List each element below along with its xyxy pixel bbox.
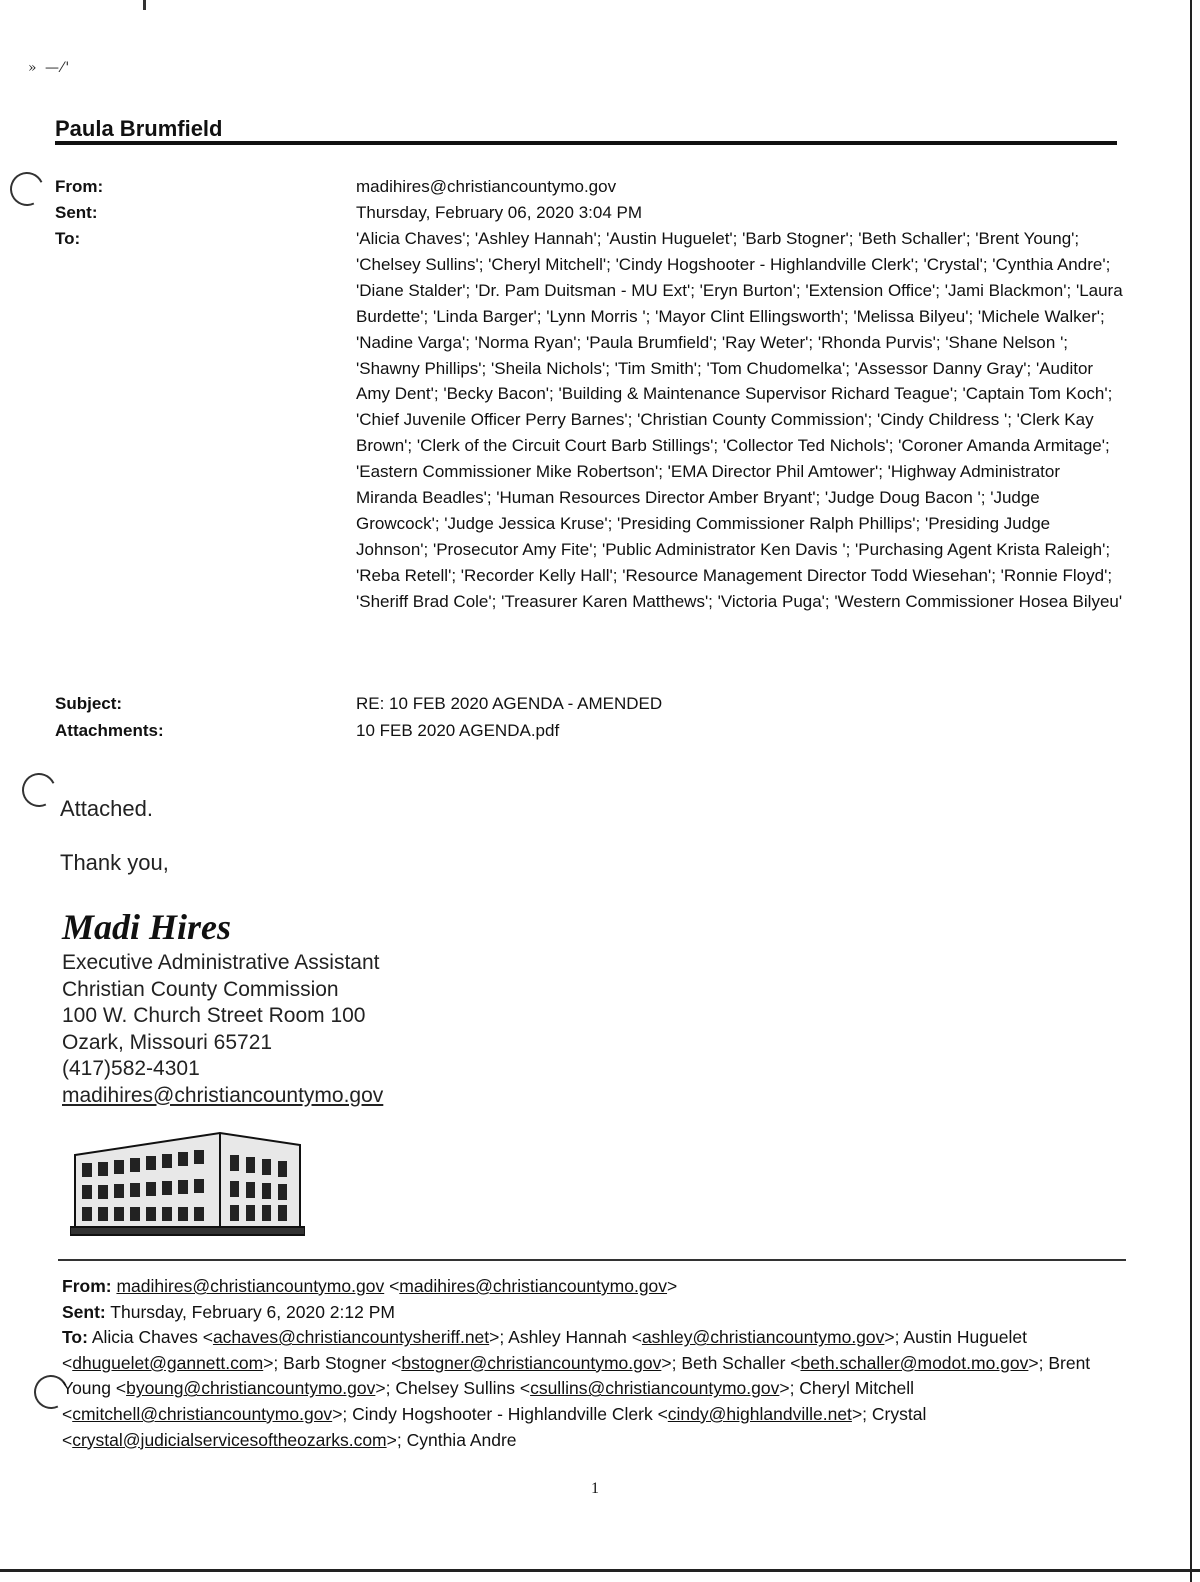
recipient-name: Beth Schaller bbox=[681, 1352, 791, 1373]
recipient-entry: Barb Stogner <bstogner@christiancountymo.gov>; bbox=[283, 1352, 682, 1373]
body-line-attached: Attached. bbox=[60, 796, 153, 821]
recipient-email-link[interactable]: crystal@judicialservicesoftheozarks.com bbox=[72, 1429, 387, 1450]
attachments-label: Attachments: bbox=[55, 721, 164, 740]
orig-sent-value: Thursday, February 6, 2020 2:12 PM bbox=[110, 1301, 395, 1322]
recipient-name: Austin Huguelet bbox=[903, 1327, 1027, 1348]
orig-from-label: From: bbox=[62, 1276, 112, 1296]
reply-separator bbox=[58, 1259, 1126, 1261]
recipient-email-link[interactable]: ashley@christiancountymo.gov bbox=[641, 1327, 885, 1348]
signature-address-line2: Ozark, Missouri 65721 bbox=[62, 1030, 273, 1054]
recipient-entry: Austin Huguelet <dhuguelet@gannett.com>; bbox=[62, 1327, 1027, 1373]
punch-hole-icon bbox=[17, 768, 61, 812]
signature-org: Christian County Commission bbox=[62, 977, 339, 1001]
orig-sent-label: Sent: bbox=[62, 1301, 106, 1322]
recipient-email-link[interactable]: csullins@christiancountymo.gov bbox=[530, 1378, 780, 1399]
courthouse-logo bbox=[70, 1115, 305, 1237]
recipient-name: Brent Young bbox=[62, 1352, 1091, 1399]
subject-value: RE: 10 FEB 2020 AGENDA - AMENDED bbox=[356, 694, 663, 713]
recipient-entry: Crystal <crystal@judicialservicesoftheozarks.com>; bbox=[62, 1403, 927, 1450]
from-value: madihires@christiancountymo.gov bbox=[356, 177, 617, 196]
mailbox-owner-name: Paula Brumfield bbox=[55, 116, 223, 141]
signature-phone: (417)582-4301 bbox=[62, 1057, 200, 1080]
signature-email-link[interactable]: madihires@christiancountymo.gov bbox=[62, 1083, 384, 1107]
orig-recipients bbox=[62, 1327, 1090, 1449]
recipient-name: Ashley Hannah bbox=[508, 1327, 632, 1348]
recipient-name: Barb Stogner bbox=[283, 1352, 392, 1373]
recipient-entry: Cheryl Mitchell <cmitchell@christiancountymo.gov>; bbox=[62, 1378, 915, 1424]
punch-hole-icon bbox=[5, 167, 49, 211]
body-line-thanks: Thank you, bbox=[60, 850, 169, 875]
recipient-entry: Ashley Hannah <ashley@christiancountymo.gov>; bbox=[508, 1327, 904, 1348]
signature-address-line1: 100 W. Church Street Room 100 bbox=[62, 1004, 366, 1027]
signature-name: Madi Hires bbox=[62, 907, 232, 947]
recipient-email-link[interactable]: dhuguelet@gannett.com bbox=[72, 1352, 264, 1373]
recipient-email-link[interactable]: beth.schaller@modot.mo.gov bbox=[800, 1352, 1029, 1373]
recipient-email-link[interactable]: bstogner@christiancountymo.gov bbox=[401, 1352, 662, 1373]
recipient-email-link[interactable]: achaves@christiancountysheriff.net bbox=[212, 1327, 490, 1348]
to-value: 'Alicia Chaves'; 'Ashley Hannah'; 'Austin Huguelet'; 'Barb Stogner'; 'Beth Schaller'; 'Brent Young'; 'Chelsey Sullins'; 'Cheryl Mitchell'; 'Cindy Hogshooter - Highlandville Clerk'; 'Crystal'; 'Cynthia Andre'; 'Diane Stalder'; 'Dr. Pam Duitsman - MU Ext'; 'Eryn Burton'; 'Extension Office'; 'Jami Blackmon'; 'Laura Burdette'; 'Linda Barger'; 'Lynn Morris '; 'Mayor Clint Ellingsworth'; 'Melissa Bilyeu'; 'Michele Walker'; 'Nadine Varga'; 'Norma Ryan'; 'Paula Brumfield'; 'Ray Weter'; 'Rhonda Purvis'; 'Shane Nelson '; 'Shawny Phillips'; 'Sheila Nichols'; 'Tim Smith'; 'Tom Chudomelka'; 'Assessor Danny Gray'; 'Auditor Amy Dent'; 'Becky Bacon'; 'Building & Maintenance Supervisor Richard Teague'; 'Captain Tom Koch'; 'Chief Juvenile Officer Perry Barnes'; 'Christian County Commission'; 'Cindy Childress '; 'Clerk Kay Brown'; 'Clerk of the Circuit Court Barb Stillings'; 'Collector Ted Nichols'; 'Coroner Amanda Armitage'; 'Eastern Commissioner Mike Robertson'; 'EMA Director Phil Amtower'; 'Highway Administrator Miranda Beadles'; 'Human Resources Director Amber Bryant'; 'Judge Doug Bacon '; 'Judge Growcock'; 'Judge Jessica Kruse'; 'Presiding Commissioner Ralph Phillips'; 'Presiding Judge Johnson'; 'Prosecutor Amy Fite'; 'Public Administrator Ken Davis '; 'Purchasing Agent Krista Raleigh'; 'Reba Retell'; 'Recorder Kelly Hall'; 'Resource Management Director Todd Wiesehan'; 'Ronnie Floyd'; 'Sheriff Brad Cole'; 'Treasurer Karen Matthews'; 'Victoria Puga'; 'Western Commissioner Hosea Bilyeu' bbox=[356, 229, 1123, 611]
handwritten-mark: » —⁄' bbox=[28, 60, 72, 76]
sent-value: Thursday, February 06, 2020 3:04 PM bbox=[356, 203, 643, 222]
owner-divider bbox=[55, 141, 1117, 145]
recipient-entry: Cindy Hogshooter - Highlandville Clerk <cindy@highlandville.net>; bbox=[352, 1403, 872, 1424]
sent-label: Sent: bbox=[55, 203, 98, 222]
subject-label: Subject: bbox=[55, 694, 123, 713]
orig-recipients-trailing: Cynthia Andre bbox=[406, 1429, 517, 1450]
attachment-file[interactable]: 10 FEB 2020 AGENDA.pdf bbox=[356, 721, 560, 740]
original-message-header: From: madihires@christiancountymo.gov <madihires@christiancountymo.gov> Sent: Thursday, February 6, 2020 2:12 PM To: Alicia Chaves <achaves@christiancountysheriff.net>; Ashley Hannah <ashley@christiancountymo.gov>; Austin Huguelet <dhuguelet@gannett.com>; Barb Stogner <bstogner@christiancountymo.gov>; Beth Schaller <beth.schaller@modot.mo.gov>; Brent Young <byoung@christiancountymo.gov>; Chelsey Sullins <csullins@christiancountymo.gov>; Cheryl Mitchell <cmitchell@christiancountymo.gov>; Cindy Hogshooter - Highlandville Clerk <cindy@highlandville.net>; Crystal <crystal@judicialservicesoftheozarks.com>; Cynthia Andre bbox=[62, 1276, 1091, 1450]
page-edge-bottom bbox=[0, 1569, 1200, 1572]
page-edge-right bbox=[1190, 0, 1192, 1582]
recipient-email-link[interactable]: cindy@highlandville.net bbox=[667, 1403, 852, 1424]
scan-mark bbox=[143, 0, 146, 10]
recipient-email-link[interactable]: cmitchell@christiancountymo.gov bbox=[72, 1403, 333, 1424]
signature-block bbox=[62, 950, 383, 1109]
orig-from-email-link[interactable]: madihires@christiancountymo.gov bbox=[116, 1276, 385, 1296]
recipient-entry: Beth Schaller <beth.schaller@modot.mo.gov>; bbox=[681, 1352, 1049, 1373]
page-number: 1 bbox=[591, 1480, 599, 1497]
orig-to-label: To: bbox=[62, 1327, 88, 1348]
orig-from-email-bracket-link[interactable]: madihires@christiancountymo.gov bbox=[399, 1276, 668, 1296]
signature-title: Executive Administrative Assistant bbox=[62, 951, 380, 974]
recipient-name: Cheryl Mitchell bbox=[799, 1378, 915, 1399]
recipient-entry: Alicia Chaves <achaves@christiancountysheriff.net>; bbox=[91, 1327, 509, 1348]
recipient-name: Chelsey Sullins bbox=[395, 1378, 520, 1399]
recipient-name: Cindy Hogshooter - Highlandville Clerk bbox=[352, 1403, 658, 1424]
from-label: From: bbox=[55, 177, 104, 196]
recipient-entry: Brent Young <byoung@christiancountymo.gov>; bbox=[62, 1352, 1091, 1399]
recipient-entry: Chelsey Sullins <csullins@christiancountymo.gov>; bbox=[395, 1378, 800, 1399]
recipient-name: Alicia Chaves bbox=[91, 1327, 203, 1348]
recipient-name: Crystal bbox=[871, 1403, 927, 1424]
to-label: To: bbox=[55, 229, 81, 248]
recipient-email-link[interactable]: byoung@christiancountymo.gov bbox=[126, 1378, 376, 1399]
